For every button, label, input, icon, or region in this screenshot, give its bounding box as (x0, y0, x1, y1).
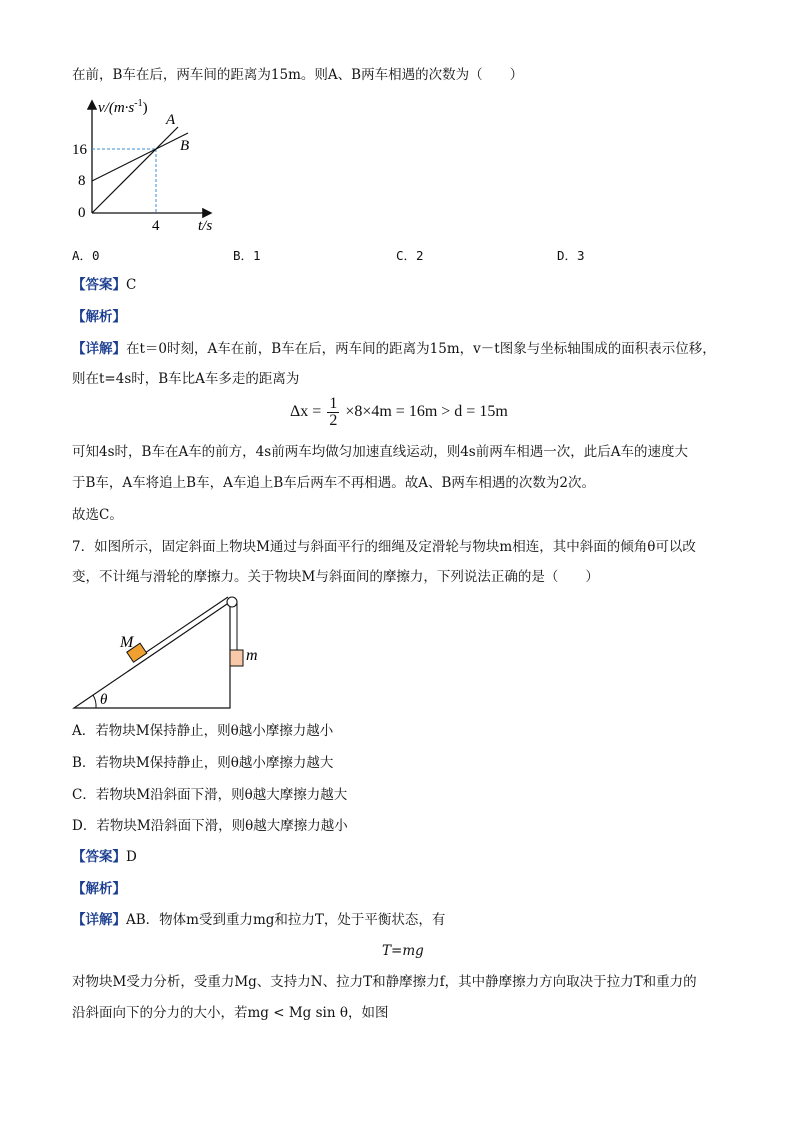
tick-4-label: 4 (152, 218, 160, 234)
detail-tag: 【详解】 (72, 341, 126, 357)
block-small-m (230, 650, 243, 666)
q7-detail-line-1: 【详解】AB．物体m受到重力mg和拉力T，处于平衡状态，有 (72, 912, 446, 928)
incline-rope (142, 597, 228, 655)
q7-stem-line-1: 7．如图所示，固定斜面上物块M通过与斜面平行的细绳及定滑轮与物块m相连，其中斜面的倾角θ可以改 (72, 539, 696, 555)
q6-detail-line-2: 则在t=4s时，B车比A车多走的距离为 (72, 371, 300, 387)
origin-label: 0 (78, 205, 86, 221)
answer-value: D (126, 849, 137, 865)
angle-arc (93, 695, 96, 708)
label-m: m (246, 647, 258, 664)
q6-vt-graph (70, 96, 240, 236)
q6-answer (72, 276, 136, 294)
fraction-denominator: 2 (329, 412, 338, 429)
y-axis-label: $v/(m\cdot s^{-1})$ (98, 98, 148, 116)
q7-stem-line-2: 变，不计绳与滑轮的摩擦力。关于物块M与斜面间的摩擦力，下列说法正确的是（ ） (72, 569, 599, 585)
q7-option-d: D．若物块M沿斜面下滑，则θ越大摩擦力越小 (72, 818, 348, 834)
answer-value: C (126, 277, 137, 293)
q6-option-a: A．0 (72, 248, 100, 263)
tick-8-label: 8 (78, 173, 86, 189)
q6-detail-line-1: 【详解】在t＝0时刻，A车在前，B车在后，两车间的距离为15m，v－t图象与坐标轴围成的面积表示位移， (72, 341, 716, 357)
analysis-tag: 【解析】 (72, 881, 126, 897)
q7-incline-figure (72, 592, 272, 714)
incline-triangle (74, 602, 230, 708)
label-M: M (120, 634, 134, 651)
q7-analysis-tag (72, 880, 126, 898)
tick-16-label: 16 (72, 142, 87, 158)
formula-lhs: Δx = (290, 403, 322, 421)
q7-option-a: A．若物块M保持静止，则θ越小摩擦力越小 (72, 723, 334, 739)
q6-formula (290, 396, 508, 429)
q6-option-d: D．3 (557, 248, 585, 263)
q7-detail-line-3: 沿斜面向下的分力的大小，若mg < Mg sin θ，如图 (72, 1005, 389, 1021)
fraction-numerator: 1 (329, 395, 338, 412)
q6-option-c: C．2 (396, 248, 424, 263)
line-a-label: A (166, 112, 176, 128)
x-axis-label: t/s (198, 218, 213, 234)
label-theta: θ (100, 692, 108, 708)
q6-option-b: B．1 (233, 248, 261, 263)
answer-tag: 【答案】 (72, 277, 126, 293)
formula-rhs: ×8×4m = 16m > d = 15m (345, 403, 508, 421)
q7-option-b: B．若物块M保持静止，则θ越小摩擦力越大 (72, 755, 334, 771)
q7-answer (72, 848, 137, 866)
answer-tag: 【答案】 (72, 849, 126, 865)
formula-fraction (327, 396, 339, 429)
q7-formula-center: T=mg (382, 943, 424, 959)
q6-detail-line-3: 可知4s时，B车在A车的前方，4s前两车均做匀加速直线运动，则4s前两车相遇一次，此后A车的速度大 (72, 444, 688, 460)
q6-detail-line-4: 于B车，A车将追上B车，A车追上B车后两车不再相遇。故A、B两车相遇的次数为2次。 (72, 475, 596, 491)
line-b (92, 133, 188, 181)
line-b-label: B (180, 138, 190, 154)
pulley (227, 597, 237, 607)
q6-conclusion: 故选C。 (72, 507, 123, 523)
q7-detail-line-2: 对物块M受力分析，受重力Mg、支持力N、拉力T和静摩擦力f，其中静摩擦力方向取决于拉力T和重力的 (72, 974, 697, 990)
analysis-tag: 【解析】 (72, 309, 126, 325)
detail-tag: 【详解】 (72, 912, 126, 928)
line-a (92, 127, 178, 213)
q6-stem-line: 在前，B车在后，两车间的距离为15m。则A、B两车相遇的次数为（ ） (72, 67, 524, 83)
q7-option-c: C．若物块M沿斜面下滑，则θ越大摩擦力越大 (72, 787, 348, 803)
q6-analysis-tag (72, 308, 126, 326)
